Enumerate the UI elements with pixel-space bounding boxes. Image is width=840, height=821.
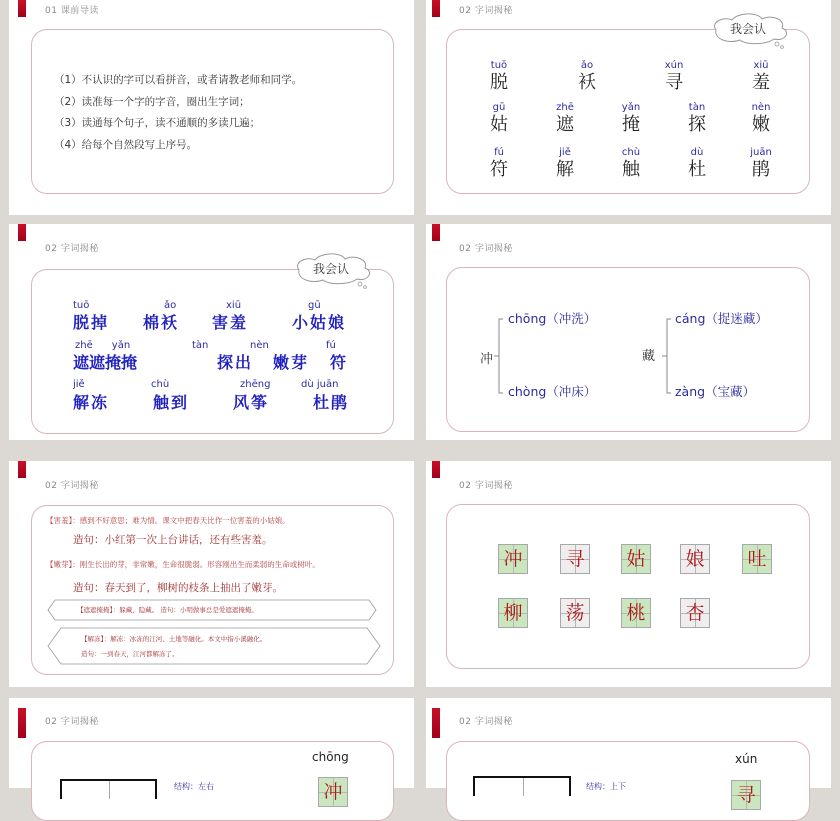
char-card: tuō 脱 — [490, 60, 508, 93]
hexagon-text: 【解冻】：解冻：冰冻的江河、土地等融化。本文中指小溪融化。 — [81, 635, 267, 643]
structure-label: 结构：上下 — [586, 782, 626, 791]
tianzige-cell: 娘 — [680, 544, 710, 574]
tianzige-cell: 冲 — [498, 544, 528, 574]
bracket-icon — [662, 318, 672, 394]
vocab-word: 解冻 — [73, 393, 110, 412]
content-panel — [31, 29, 394, 194]
definition-entry — [46, 515, 290, 526]
cloud-bubble — [289, 252, 373, 286]
tianzige-cell: 冲 — [318, 777, 348, 807]
slide-05-definitions[interactable] — [9, 461, 414, 687]
word-pinyin: jiě — [73, 379, 85, 390]
hexagon-frame — [47, 627, 381, 665]
char-card: ǎo 袄 — [578, 60, 596, 93]
polyphone-char: 冲 — [480, 352, 494, 367]
section-marker — [18, 708, 26, 738]
section-marker — [432, 708, 440, 738]
char-card: jiě 解 — [556, 147, 574, 180]
tianzige-cell: 寻 — [560, 544, 590, 574]
section-title: 02 字词揭秘 — [459, 6, 513, 16]
word-pinyin: zhē yǎn — [75, 340, 131, 351]
slide-06-writing-chars[interactable] — [426, 461, 831, 687]
example-sentence: 造句：春天到了，柳树的枝条上抽出了嫩芽。 — [73, 582, 283, 594]
char-card: fú 符 — [490, 147, 508, 180]
word-pinyin: ǎo — [164, 300, 177, 311]
tianzige-cell: 柳 — [498, 598, 528, 628]
vocab-word: 棉袄 — [143, 313, 180, 332]
slide-03-word-recognition[interactable] — [9, 224, 414, 440]
structure-label: 结构：左右 — [174, 782, 214, 791]
word-pinyin: nèn — [250, 340, 269, 351]
word-pinyin: dù juān — [301, 379, 339, 390]
char-card: gū 姑 — [490, 102, 508, 135]
tianzige-cell: 姑 — [621, 544, 651, 574]
slide-02-char-recognition[interactable] — [426, 0, 831, 215]
vocab-word: 害羞 — [212, 313, 249, 332]
vocab-word: 小姑娘 — [292, 313, 347, 332]
slide-08-char-xun[interactable] — [426, 698, 831, 806]
structure-box — [473, 776, 571, 796]
instruction-item: （1）不认识的字可以看拼音，或者请教老师和同学。 — [54, 74, 303, 86]
char-card: dù 杜 — [688, 147, 706, 180]
vocab-word: 杜鹃 — [313, 393, 350, 412]
instruction-item: （4）给每个自然段写上序号。 — [54, 138, 198, 151]
word-pinyin: gū — [308, 300, 321, 311]
polyphone-char: 藏 — [642, 349, 656, 364]
reading-item: zàng（宝藏） — [675, 384, 756, 399]
content-panel — [446, 504, 810, 669]
word-pinyin: chù — [151, 379, 170, 390]
tianzige-cell: 荡 — [560, 598, 590, 628]
section-marker — [18, 461, 26, 478]
pinyin-label: chōng — [312, 750, 349, 764]
section-title: 02 字词揭秘 — [45, 481, 99, 491]
slide-01-preview[interactable] — [9, 0, 414, 215]
term-definition: ：刚生长出的芽，非常嫩，生命很脆弱。形容刚出生而柔弱的生命或树叶。 — [72, 560, 320, 569]
section-title: 02 字词揭秘 — [459, 481, 513, 491]
word-pinyin: zhēng — [240, 379, 271, 390]
instruction-item: （2）读准每一个字的字音，圈出生字词； — [54, 95, 250, 108]
pinyin-label: xún — [735, 752, 758, 766]
instruction-item: （3）读通每个句子，读不通顺的多读几遍； — [54, 117, 261, 129]
char-card: juān 鹃 — [750, 147, 772, 180]
word-pinyin: tàn — [192, 340, 209, 351]
section-marker — [18, 224, 26, 241]
section-title: 02 字词揭秘 — [45, 244, 99, 254]
section-title: 01 课前导读 — [45, 6, 99, 16]
hexagon-text: 【遮遮掩掩】：躲藏，隐藏。 造句：小明做事总是爱遮遮掩掩。 — [77, 606, 258, 614]
cloud-bubble — [706, 12, 790, 46]
vocab-word: 符 — [330, 353, 349, 372]
word-pinyin: fú — [326, 340, 336, 351]
slide-07-char-chong[interactable] — [9, 698, 414, 803]
section-title: 02 字词揭秘 — [459, 717, 513, 727]
word-pinyin: xiū — [226, 300, 242, 311]
slide-04-polyphones[interactable] — [426, 224, 831, 440]
example-sentence: 造句：小红第一次上台讲话，还有些害羞。 — [73, 534, 273, 546]
char-card: xún 寻 — [664, 60, 684, 93]
char-card: zhē 遮 — [556, 102, 574, 135]
vocab-word: 遮遮掩掩 — [73, 353, 138, 372]
vocab-word: 探出 — [217, 353, 254, 372]
structure-box — [60, 779, 157, 799]
hexagon-text: 造句：一到春天，江河都解冻了。 — [81, 650, 179, 658]
term-label: 【害羞】 — [46, 516, 73, 525]
char-card: chù 触 — [621, 147, 641, 180]
section-marker — [432, 0, 440, 17]
vocab-word: 风筝 — [233, 393, 270, 412]
term-definition: ：感到不好意思；难为情。课文中把春天比作一位害羞的小姑娘。 — [72, 516, 290, 525]
vocab-word: 触到 — [153, 393, 190, 412]
section-marker — [18, 0, 26, 17]
bracket-icon — [494, 318, 504, 394]
tianzige-cell: 寻 — [731, 780, 761, 810]
char-card: tàn 探 — [688, 102, 706, 135]
word-pinyin: tuō — [73, 300, 90, 311]
reading-item: chōng（冲洗） — [508, 311, 597, 326]
vocab-word: 嫩芽 — [273, 353, 310, 372]
tianzige-cell: 桃 — [621, 598, 651, 628]
section-marker — [432, 224, 440, 241]
definition-entry — [46, 559, 320, 570]
cloud-label: 我会认 — [729, 22, 766, 36]
char-card: yǎn 掩 — [621, 102, 641, 135]
section-title: 02 字词揭秘 — [459, 244, 513, 254]
reading-item: chòng（冲床） — [508, 384, 597, 399]
cloud-label: 我会认 — [312, 262, 349, 276]
term-label: 【嫩芽】 — [46, 560, 73, 569]
reading-item: cáng（捉迷藏） — [675, 311, 768, 326]
section-marker — [432, 461, 440, 478]
vocab-word: 脱掉 — [73, 313, 110, 332]
tianzige-cell: 杏 — [680, 598, 710, 628]
tianzige-cell: 吐 — [742, 544, 772, 574]
section-title: 02 字词揭秘 — [45, 717, 99, 727]
char-card: nèn 嫩 — [751, 102, 771, 135]
char-card: xiū 羞 — [752, 60, 770, 93]
